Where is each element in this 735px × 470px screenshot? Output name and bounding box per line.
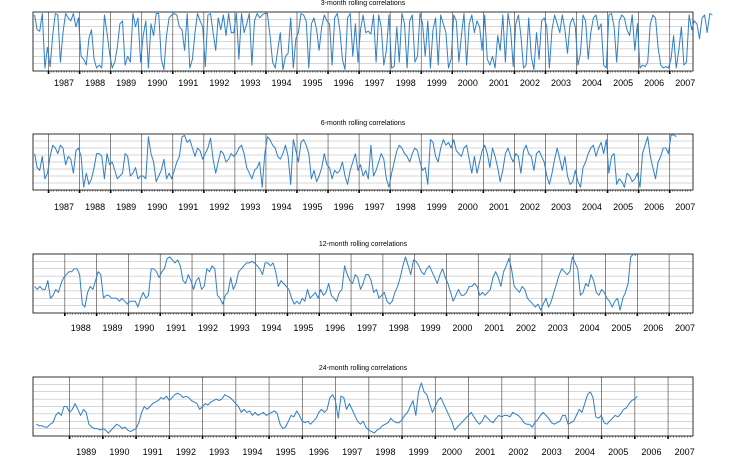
x-tick-label: 1991 [142, 447, 163, 457]
x-tick-label: 1997 [364, 78, 385, 88]
x-tick-label: 1996 [333, 202, 354, 212]
x-tick-label: 2004 [574, 447, 595, 457]
x-tick-label: 2007 [675, 78, 696, 88]
x-tick-label: 2000 [452, 323, 473, 333]
x-tick-label: 2006 [644, 78, 665, 88]
x-tick-label: 1999 [420, 323, 441, 333]
x-tick-label: 1999 [426, 78, 447, 88]
chart-panel [33, 120, 695, 212]
x-tick-label: 1988 [85, 202, 106, 212]
x-tick-label: 1996 [308, 447, 329, 457]
x-tick-label: 2001 [475, 447, 496, 457]
x-tick-label: 1992 [209, 202, 230, 212]
x-tick-label: 1990 [147, 202, 168, 212]
x-tick-label: 2006 [641, 447, 662, 457]
x-tick-label: 2002 [519, 202, 540, 212]
x-tick-label: 1991 [178, 78, 199, 88]
x-tick-label: 1991 [166, 323, 187, 333]
x-tick-label: 2005 [613, 78, 634, 88]
charts-container [33, 0, 712, 457]
x-tick-label: 2001 [488, 78, 509, 88]
x-tick-label: 2004 [582, 78, 603, 88]
x-tick-label: 1992 [197, 323, 218, 333]
x-tick-label: 2005 [613, 202, 634, 212]
x-tick-label: 2004 [582, 202, 603, 212]
x-tick-label: 1991 [178, 202, 199, 212]
x-tick-label: 1993 [209, 447, 230, 457]
x-tick-label: 1995 [293, 323, 314, 333]
x-tick-label: 1993 [240, 202, 261, 212]
x-tick-label: 2006 [643, 323, 664, 333]
x-tick-label: 1993 [229, 323, 250, 333]
x-tick-label: 2003 [550, 78, 572, 88]
x-tick-label: 1988 [70, 323, 91, 333]
x-tick-label: 2001 [484, 323, 505, 333]
x-tick-label: 1994 [271, 78, 292, 88]
x-tick-label: 1990 [147, 78, 168, 88]
x-tick-label: 2002 [519, 78, 540, 88]
x-tick-label: 1989 [116, 202, 137, 212]
x-tick-label: 1995 [302, 202, 323, 212]
x-tick-label: 2007 [674, 447, 695, 457]
correlation-series-line [35, 135, 677, 188]
x-tick-label: 2005 [608, 447, 629, 457]
x-tick-label: 1990 [134, 323, 155, 333]
x-tick-label: 2005 [611, 323, 632, 333]
x-tick-label: 2003 [550, 202, 572, 212]
x-tick-label: 1989 [102, 323, 123, 333]
x-tick-label: 2002 [508, 447, 529, 457]
x-tick-label: 2000 [441, 447, 462, 457]
chart-panel [33, 241, 695, 333]
chart-panel [33, 0, 712, 88]
x-tick-label: 1996 [333, 78, 354, 88]
x-tick-label: 2001 [488, 202, 509, 212]
x-tick-label: 1987 [54, 78, 75, 88]
x-tick-label: 1998 [388, 323, 409, 333]
x-tick-label: 1994 [261, 323, 282, 333]
x-tick-label: 1995 [275, 447, 296, 457]
x-tick-label: 1989 [76, 447, 97, 457]
x-tick-label: 1996 [325, 323, 346, 333]
x-tick-label: 1994 [242, 447, 263, 457]
x-tick-label: 1998 [395, 78, 416, 88]
x-tick-label: 1987 [54, 202, 75, 212]
chart-title: 12-month rolling correlations [318, 241, 408, 248]
chart-title: 6-month rolling correlations [320, 120, 406, 127]
x-tick-label: 2007 [675, 323, 696, 333]
x-tick-label: 1988 [85, 78, 106, 88]
x-tick-label: 1998 [395, 202, 416, 212]
x-tick-label: 1989 [116, 78, 137, 88]
x-tick-label: 2003 [547, 323, 568, 333]
x-tick-label: 2007 [675, 202, 696, 212]
x-tick-label: 1992 [175, 447, 196, 457]
x-tick-label: 2006 [644, 202, 665, 212]
x-tick-label: 1994 [271, 202, 292, 212]
x-tick-label: 1997 [356, 323, 377, 333]
x-tick-label: 2000 [457, 202, 478, 212]
x-tick-label: 2004 [579, 323, 600, 333]
x-tick-label: 1992 [209, 78, 230, 88]
x-tick-label: 1995 [302, 78, 323, 88]
x-tick-label: 2000 [457, 78, 478, 88]
x-tick-label: 1993 [240, 78, 261, 88]
chart-panel [33, 365, 695, 457]
x-tick-label: 1999 [408, 447, 429, 457]
x-tick-label: 1998 [375, 447, 396, 457]
chart-title: 24-month rolling correlations [318, 365, 408, 372]
correlation-series-line [35, 254, 636, 310]
x-tick-label: 1997 [364, 202, 385, 212]
x-tick-label: 1990 [109, 447, 130, 457]
chart-title: 3-month rolling correlations [320, 0, 406, 7]
x-tick-label: 1997 [342, 447, 363, 457]
x-tick-label: 2002 [515, 323, 537, 333]
x-tick-label: 2003 [541, 447, 562, 457]
x-tick-label: 1999 [426, 202, 447, 212]
correlation-series-line [36, 383, 637, 433]
